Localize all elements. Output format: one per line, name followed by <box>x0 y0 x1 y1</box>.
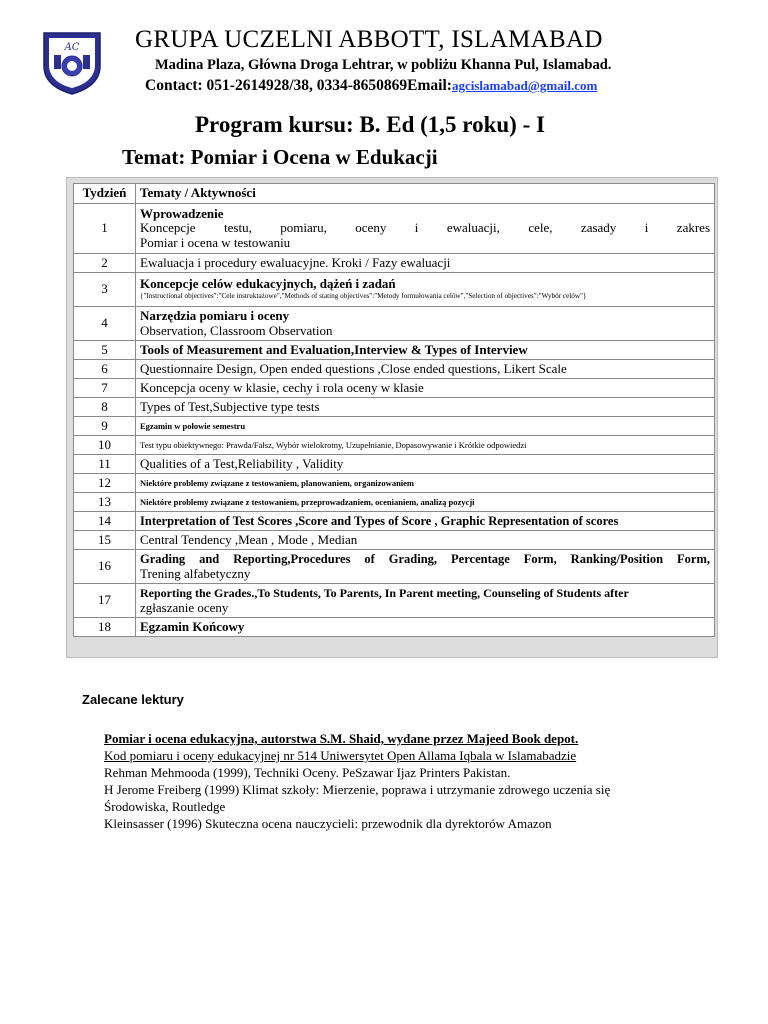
reading-text: Kleinsasser (1996) Skuteczna ocena nauczycieli: przewodnik dla dyrektorów Amazon <box>104 816 552 831</box>
institution-address: Madina Plaza, Główna Droga Lehtrar, w pobliżu Khanna Pul, Islamabad. <box>155 57 612 73</box>
week-number: 7 <box>74 379 136 398</box>
checkbox-icon <box>84 815 104 832</box>
document-subtitle: Temat: Pomiar i Ocena w Edukacji <box>122 145 438 169</box>
topic-column-header: Tematy / Aktywności <box>136 184 715 204</box>
college-crest-icon <box>40 30 104 96</box>
table-row <box>74 474 715 493</box>
topic-heading: Egzamin Końcowy <box>136 618 715 637</box>
list-item <box>84 747 644 764</box>
topic-cell <box>136 584 715 618</box>
checkbox-icon <box>84 781 104 815</box>
contact-label: Contact: 051-2614928/38, 0334-8650869Email: <box>145 77 452 94</box>
topic-text: Questionnaire Design, Open ended questions ,Close ended questions, Likert Scale <box>136 360 715 379</box>
topic-text: Egzamin w połowie semestru <box>136 417 715 436</box>
topic-heading: Tools of Measurement and Evaluation,Interview & Types of Interview <box>136 341 715 360</box>
week-number: 13 <box>74 493 136 512</box>
topic-text: Niektóre problemy związane z testowaniem, planowaniem, organizowaniem <box>136 474 715 493</box>
table-row <box>74 254 715 273</box>
topic-text: Types of Test,Subjective type tests <box>136 398 715 417</box>
institution-name: GRUPA UCZELNI ABBOTT, ISLAMABAD <box>135 26 603 53</box>
list-item <box>84 781 644 815</box>
topic-text: zgłaszanie oceny <box>140 599 229 615</box>
week-number: 16 <box>74 550 136 584</box>
table-row <box>74 341 715 360</box>
topic-text: Trening alfabetyczny <box>140 565 251 581</box>
table-row <box>74 550 715 584</box>
table-row <box>74 417 715 436</box>
list-item <box>84 815 644 832</box>
table-row <box>74 455 715 474</box>
topic-text: Niektóre problemy związane z testowaniem, przeprowadzaniem, ocenianiem, analizą pozycji <box>136 493 715 512</box>
course-table-frame <box>66 177 718 658</box>
week-number: 2 <box>74 254 136 273</box>
week-column-header: Tydzień <box>74 184 136 204</box>
week-number: 17 <box>74 584 136 618</box>
topic-text: Observation, Classroom Observation <box>140 322 333 338</box>
topic-cell <box>136 550 715 584</box>
course-table <box>73 183 715 637</box>
institution-contact <box>145 77 597 95</box>
week-number: 1 <box>74 204 136 254</box>
reading-text: Rehman Mehmooda (1999), Techniki Oceny. PeSzawar Ijaz Printers Pakistan. <box>104 765 511 780</box>
topic-heading: Grading and Reporting,Procedures of Grading, Percentage Form, Ranking/Position Form, <box>140 552 710 566</box>
table-row <box>74 360 715 379</box>
table-header-row <box>74 184 715 204</box>
week-number: 12 <box>74 474 136 493</box>
svg-text:AC: AC <box>64 42 80 53</box>
week-number: 5 <box>74 341 136 360</box>
topic-text: Koncepcje testu, pomiaru, oceny i ewaluacji, cele, zasady i zakres <box>140 220 710 236</box>
topic-heading: Interpretation of Test Scores ,Score and Types of Score , Graphic Representation of scores <box>136 512 715 531</box>
checkbox-icon <box>84 747 104 764</box>
topic-cell <box>136 307 715 341</box>
table-row <box>74 512 715 531</box>
topic-heading: Narzędzia pomiaru i oceny <box>140 308 290 323</box>
reading-text: Pomiar i ocena edukacyjna, autorstwa S.M. Shaid, wydane przez Majeed Book depot. <box>104 731 579 746</box>
reading-text: Kod pomiaru i oceny edukacyjnej nr 514 Uniwersytet Open Allama Iqbala w Islamabadzie <box>104 748 577 763</box>
week-number: 10 <box>74 436 136 455</box>
table-row <box>74 584 715 618</box>
week-number: 4 <box>74 307 136 341</box>
readings-heading: Zalecane lektury <box>82 692 184 707</box>
topic-text: Test typu obiektywnego: Prawda/Fałsz, Wybór wielokrotny, Uzupełnianie, Dopasowywanie i Krótkie odpowiedzi <box>136 436 715 455</box>
table-row <box>74 493 715 512</box>
table-row <box>74 436 715 455</box>
week-number: 11 <box>74 455 136 474</box>
topic-cell <box>136 204 715 254</box>
week-number: 15 <box>74 531 136 550</box>
topic-text: Koncepcja oceny w klasie, cechy i rola oceny w klasie <box>136 379 715 398</box>
week-number: 18 <box>74 618 136 637</box>
table-row <box>74 398 715 417</box>
table-row <box>74 618 715 637</box>
topic-text: Central Tendency ,Mean , Mode , Median <box>136 531 715 550</box>
readings-list <box>84 730 644 832</box>
topic-text: {"Instructional objectives":"Cele instruktażowe","Methods of stating objectives":"Metody formułowania celów","Selection of objectives":"Wybór celów"} <box>140 292 587 301</box>
checkbox-icon <box>84 730 104 747</box>
topic-heading: Wprowadzenie <box>140 205 224 221</box>
table-row <box>74 531 715 550</box>
topic-text: Ewaluacja i procedury ewaluacyjne. Kroki / Fazy ewaluacji <box>136 254 715 273</box>
week-number: 6 <box>74 360 136 379</box>
email-link[interactable]: agcislamabad@gmail.com <box>451 78 598 93</box>
table-row <box>74 273 715 307</box>
table-row <box>74 379 715 398</box>
week-number: 8 <box>74 398 136 417</box>
list-item <box>84 764 644 781</box>
table-row <box>74 307 715 341</box>
topic-cell <box>136 273 715 307</box>
topic-heading: Koncepcje celów edukacyjnych, dążeń i zadań <box>140 275 396 291</box>
list-item <box>84 730 644 747</box>
week-number: 14 <box>74 512 136 531</box>
reading-text: H Jerome Freiberg (1999) Klimat szkoły: Mierzenie, poprawa i utrzymanie zdrowego uczenia się Środowiska, Routledge <box>104 782 611 814</box>
topic-heading: Reporting the Grades.,To Students, To Parents, In Parent meeting, Counseling of Students after <box>140 586 629 600</box>
topic-text: Qualities of a Test,Reliability , Validity <box>136 455 715 474</box>
document-title: Program kursu: B. Ed (1,5 roku) - I <box>195 112 545 137</box>
week-number: 9 <box>74 417 136 436</box>
topic-text: Pomiar i ocena w testowaniu <box>140 234 291 250</box>
table-row <box>74 204 715 254</box>
week-number: 3 <box>74 273 136 307</box>
checkbox-icon <box>84 764 104 781</box>
